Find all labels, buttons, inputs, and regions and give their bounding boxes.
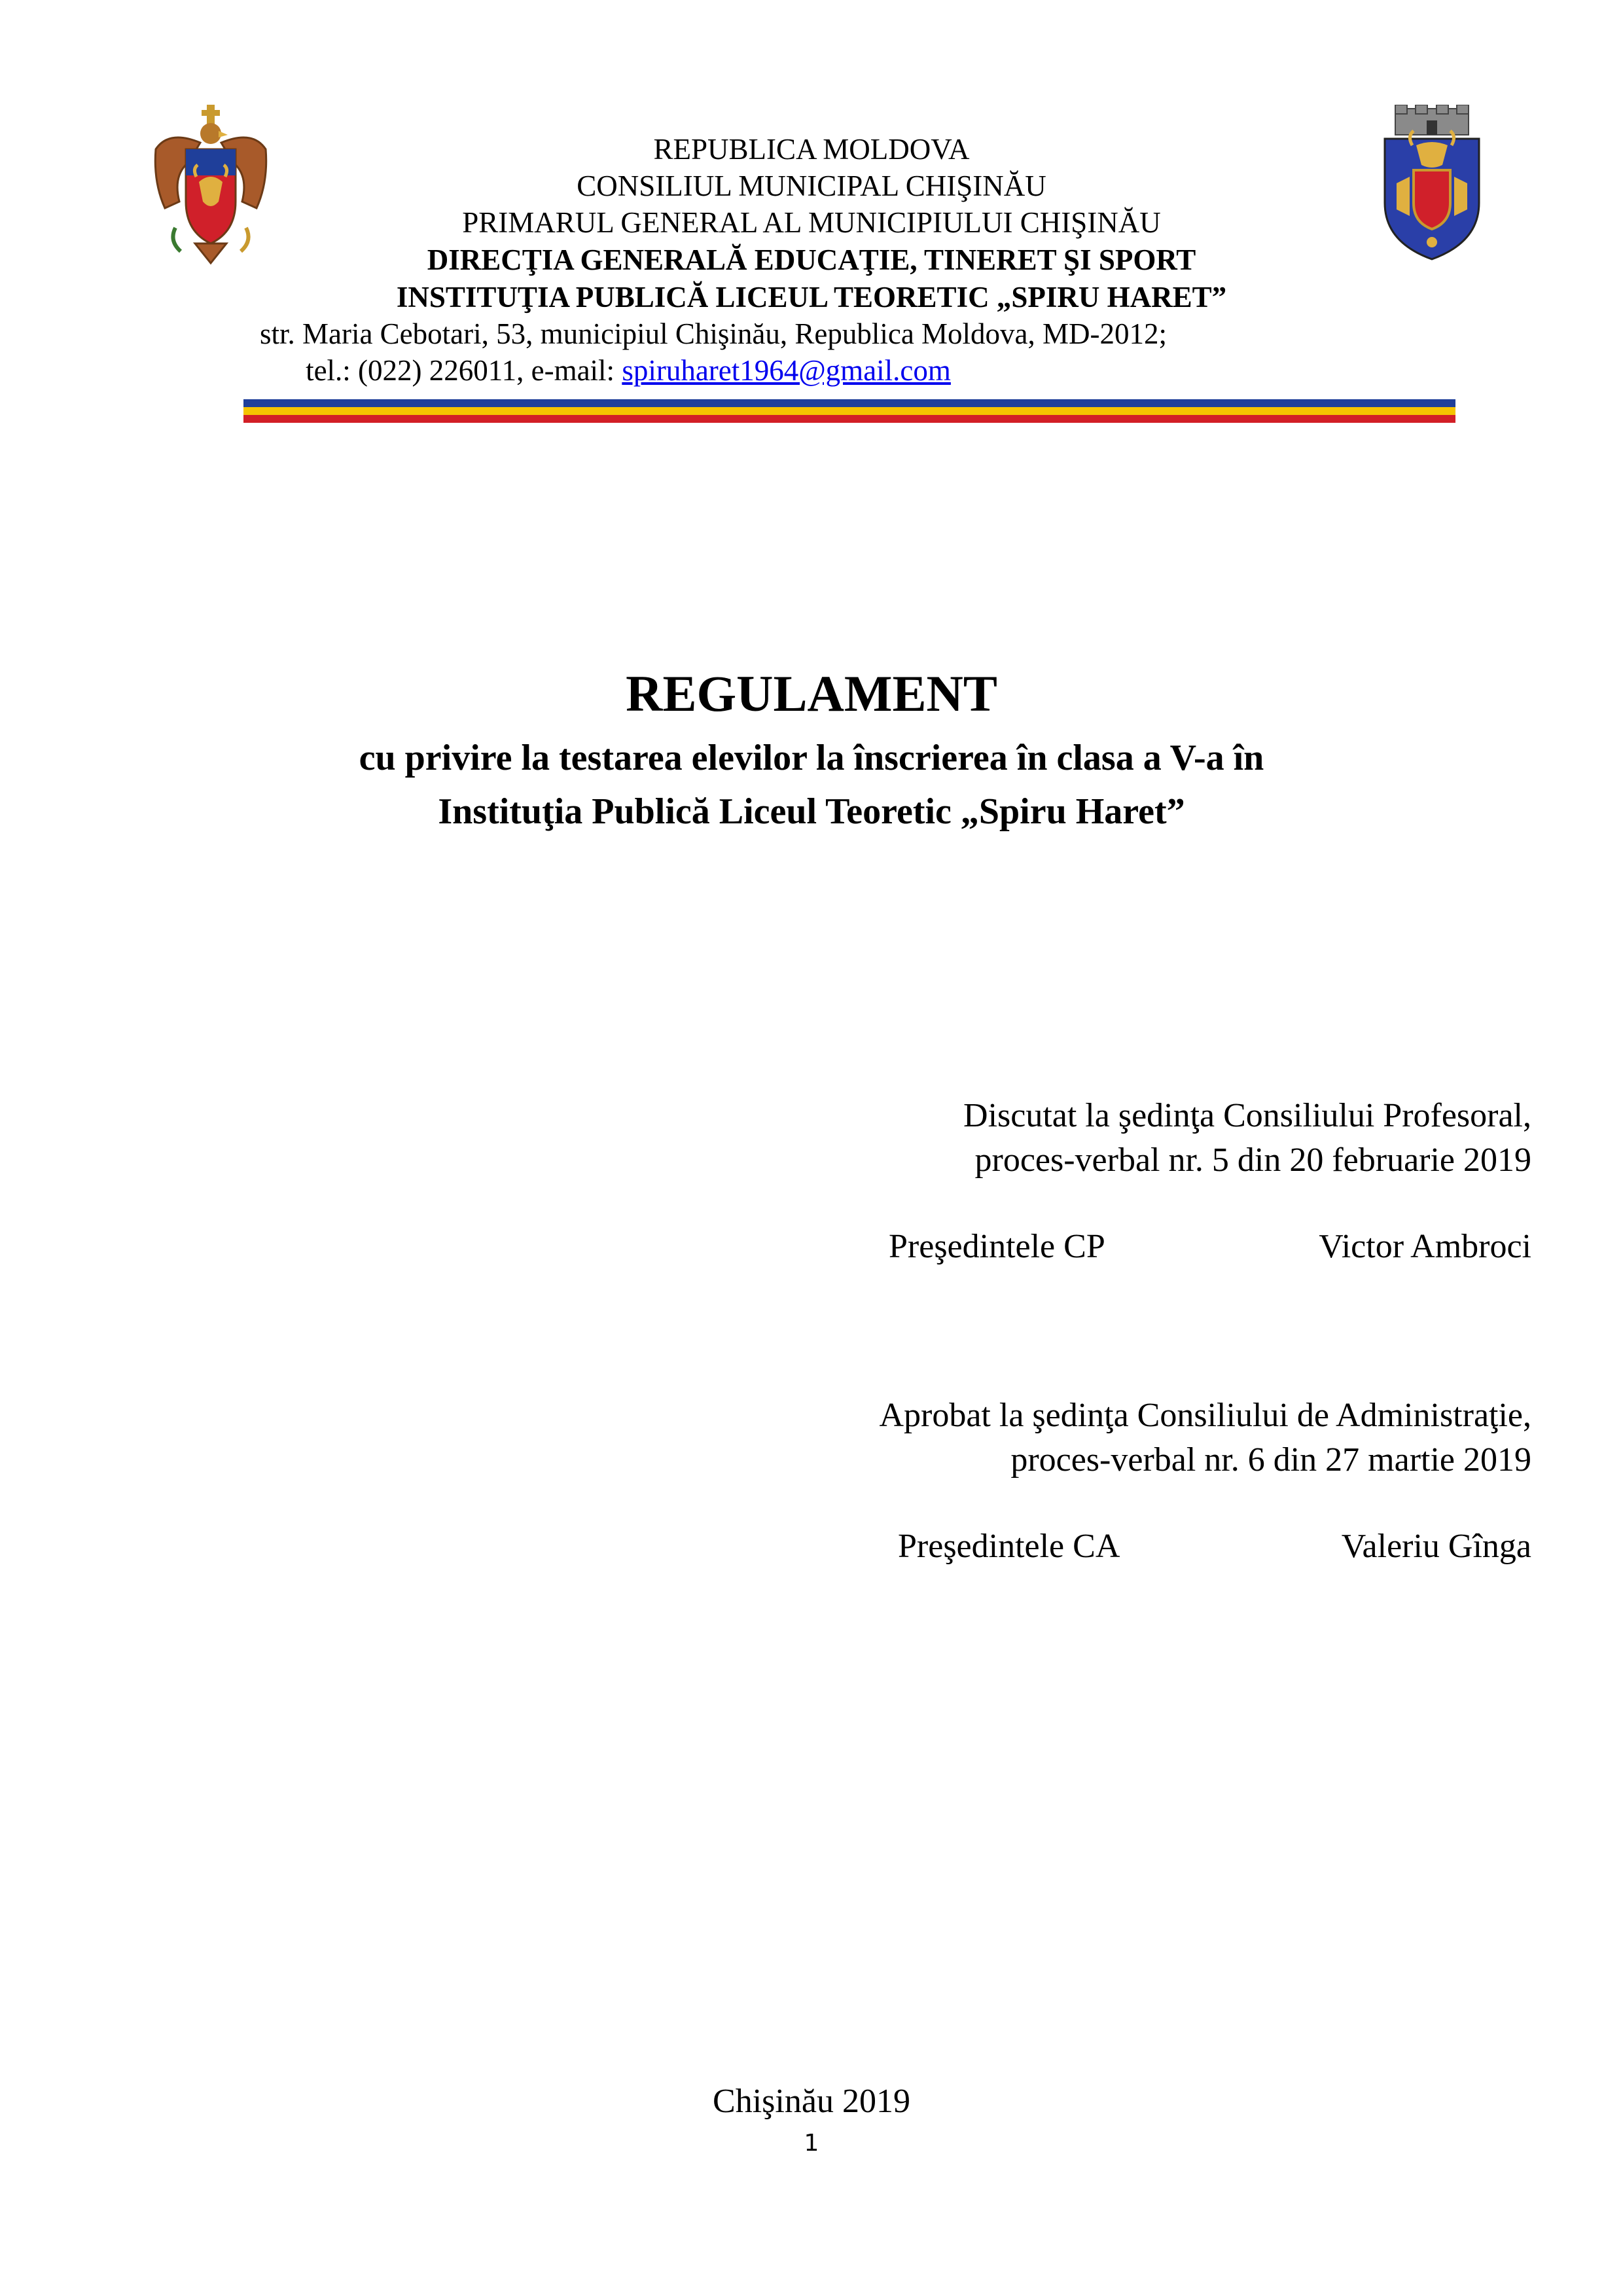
cp-president-name: Victor Ambroci [1319, 1228, 1531, 1265]
header-country: REPUBLICA MOLDOVA [653, 133, 970, 166]
discussed-statement: Discutat la şedinţa Consiliului Profesoral, [963, 1097, 1531, 1134]
tricolor-band-blue [243, 399, 1455, 407]
approved-minutes: proces-verbal nr. 6 din 27 martie 2019 [1010, 1441, 1531, 1479]
ca-president-role: Preşedintele CA [898, 1528, 1120, 1565]
cp-president-role: Preşedintele CP [889, 1228, 1105, 1265]
header-address: str. Maria Cebotari, 53, municipiul Chişinău, Republica Moldova, MD-2012; [259, 317, 1168, 350]
document-subtitle-line2: Instituţia Publică Liceul Teoretic „Spiru Haret” [438, 791, 1185, 832]
header-municipal-council: CONSILIUL MUNICIPAL CHIŞINĂU [577, 170, 1046, 202]
discussed-minutes: proces-verbal nr. 5 din 20 februarie 2019 [974, 1141, 1531, 1179]
tricolor-band-red [243, 415, 1455, 423]
header-institution: INSTITUŢIA PUBLICĂ LICEUL TEORETIC „SPIRU HARET” [396, 281, 1227, 314]
place-and-year: Chişinău 2019 [713, 2083, 910, 2120]
ca-president-name: Valeriu Gînga [1341, 1528, 1531, 1565]
header-mayor: PRIMARUL GENERAL AL MUNICIPIULUI CHIŞINĂU [462, 206, 1161, 239]
header-directorate: DIRECŢIA GENERALĂ EDUCAŢIE, TINERET ŞI SPORT [427, 243, 1196, 276]
document-subtitle-line1: cu privire la testarea elevilor la înscrierea în clasa a V-a în [359, 738, 1264, 778]
approved-statement: Aprobat la şedinţa Consiliului de Administraţie, [879, 1397, 1531, 1434]
tricolor-band-yellow [243, 407, 1455, 415]
page-number: 1 [804, 2130, 819, 2157]
contact-phone-prefix: tel.: (022) 226011, e-mail: [306, 354, 622, 387]
document-title: REGULAMENT [626, 665, 997, 722]
header-contact [0, 352, 1440, 389]
email-link[interactable]: spiruharet1964@gmail.com [622, 354, 951, 387]
